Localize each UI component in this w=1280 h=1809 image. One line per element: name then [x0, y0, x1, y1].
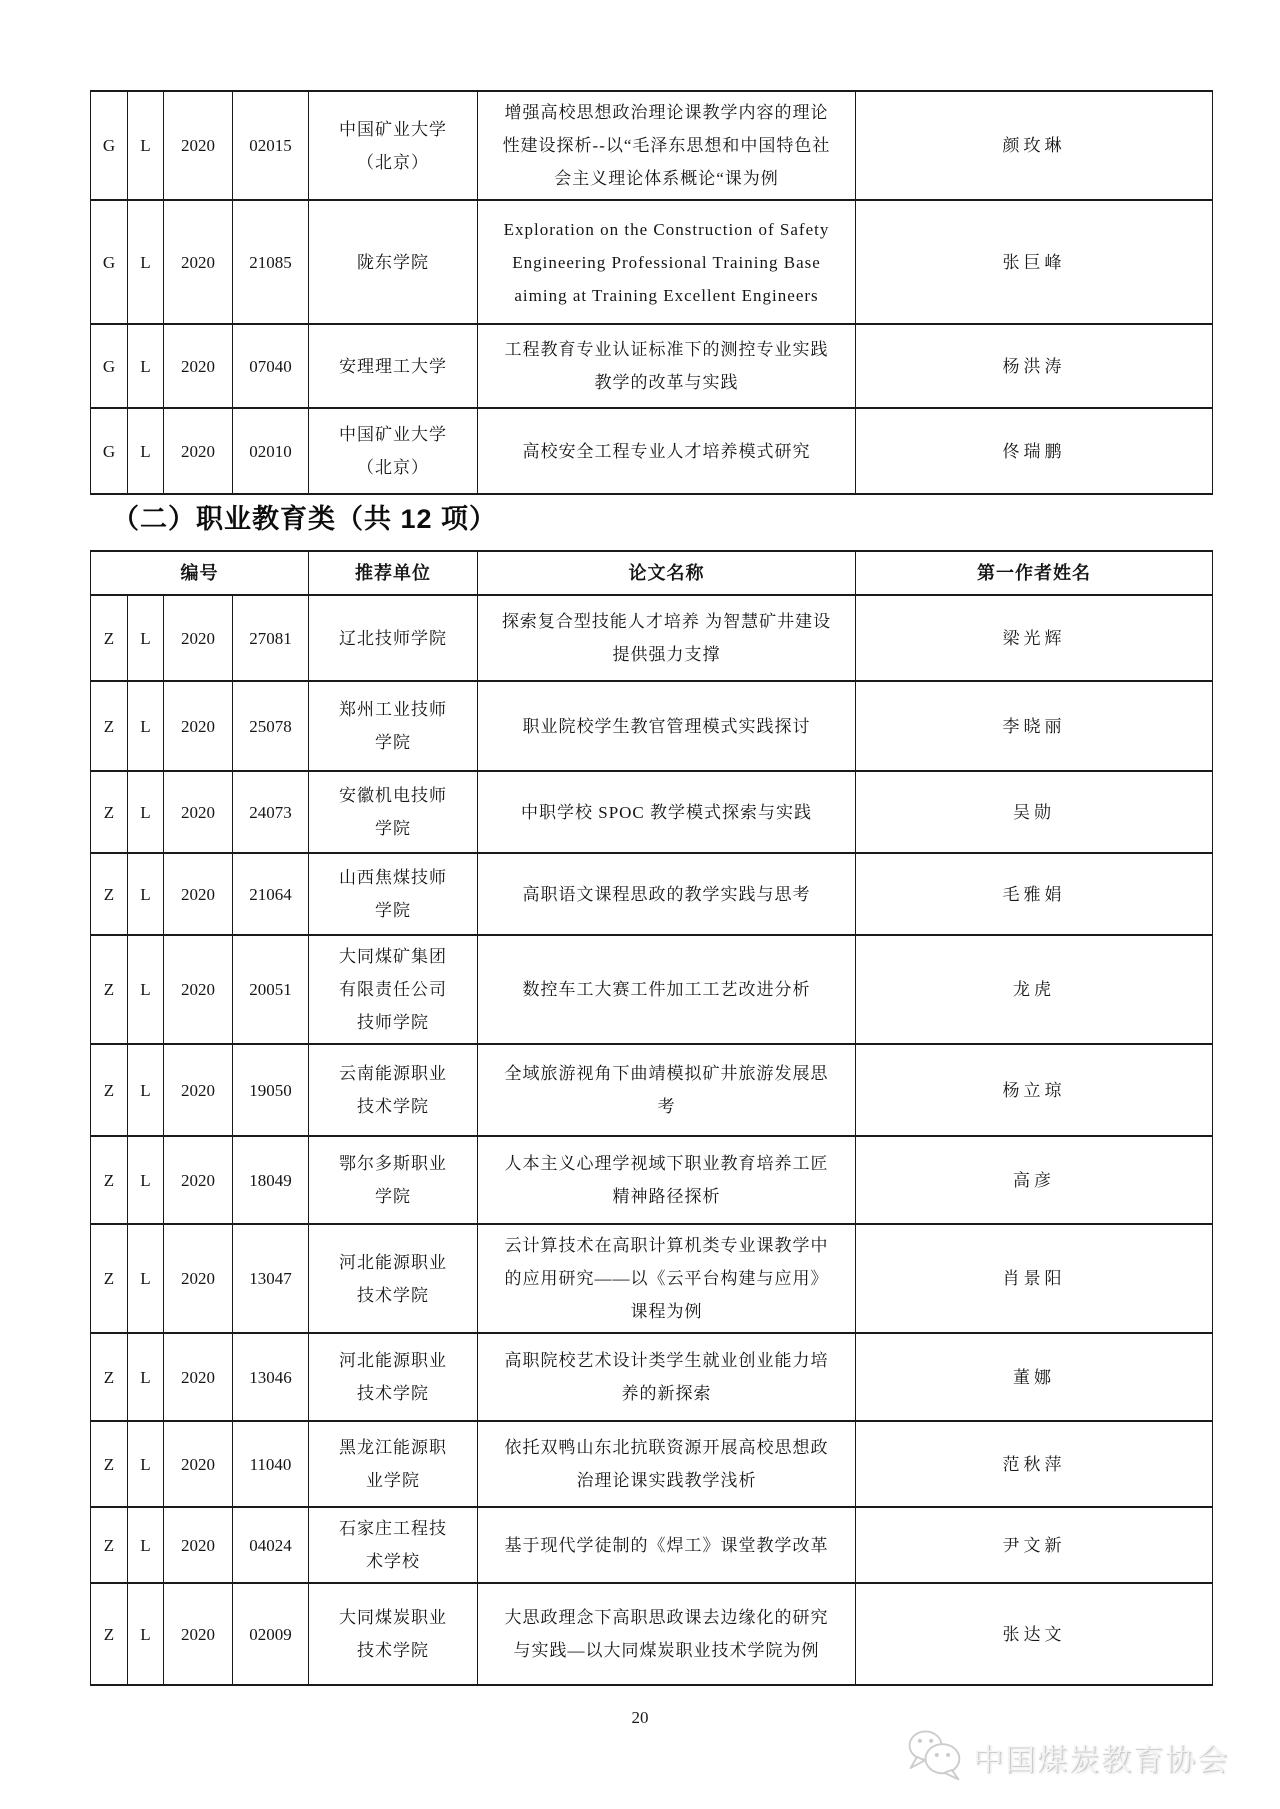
cell-author: 龙虎: [856, 935, 1213, 1044]
header-unit: 推荐单位: [309, 551, 478, 595]
cell-level: L: [128, 595, 164, 681]
cell-type: Z: [91, 853, 128, 935]
cell-year: 2020: [164, 408, 233, 494]
cell-paper-title: 云计算技术在高职计算机类专业课教学中的应用研究——以《云平台构建与应用》课程为例: [478, 1224, 856, 1333]
cell-code: 02009: [233, 1583, 309, 1685]
cell-unit: 中国矿业大学（北京）: [309, 408, 478, 494]
cell-year: 2020: [164, 1507, 233, 1583]
cell-type: Z: [91, 595, 128, 681]
cell-paper-title: 工程教育专业认证标准下的测控专业实践教学的改革与实践: [478, 324, 856, 408]
cell-level: L: [128, 91, 164, 200]
cell-type: G: [91, 408, 128, 494]
cell-unit: 辽北技师学院: [309, 595, 478, 681]
cell-type: G: [91, 324, 128, 408]
cell-code: 24073: [233, 771, 309, 853]
cell-code: 04024: [233, 1507, 309, 1583]
cell-code: 02010: [233, 408, 309, 494]
cell-author: 毛雅娟: [856, 853, 1213, 935]
cell-unit: 鄂尔多斯职业学院: [309, 1136, 478, 1224]
cell-year: 2020: [164, 1333, 233, 1421]
cell-author: 张达文: [856, 1583, 1213, 1685]
cell-year: 2020: [164, 200, 233, 324]
cell-type: Z: [91, 1044, 128, 1136]
cell-level: L: [128, 200, 164, 324]
cell-year: 2020: [164, 771, 233, 853]
header-code: 编号: [91, 551, 309, 595]
cell-unit: 大同煤炭职业技术学院: [309, 1583, 478, 1685]
table-row: [91, 853, 1213, 935]
wechat-icon: [903, 1726, 965, 1787]
cell-author: 肖景阳: [856, 1224, 1213, 1333]
cell-paper-title: 职业院校学生教官管理模式实践探讨: [478, 681, 856, 771]
table-row: [91, 1136, 1213, 1224]
cell-type: Z: [91, 1583, 128, 1685]
cell-type: Z: [91, 1333, 128, 1421]
header-paper-title: 论文名称: [478, 551, 856, 595]
cell-year: 2020: [164, 681, 233, 771]
cell-level: L: [128, 1136, 164, 1224]
cell-code: 13047: [233, 1224, 309, 1333]
cell-author: 李晓丽: [856, 681, 1213, 771]
table-row: [91, 935, 1213, 1044]
cell-paper-title: 依托双鸭山东北抗联资源开展高校思想政治理论课实践教学浅析: [478, 1421, 856, 1507]
cell-unit: 中国矿业大学（北京）: [309, 91, 478, 200]
cell-paper-title: Exploration on the Construction of Safety Engineering Professional Training Base aiming at Training Excellent Engineers: [478, 200, 856, 324]
higher-education-awards-table: [90, 90, 1213, 495]
table-row: [91, 408, 1213, 494]
cell-code: 27081: [233, 595, 309, 681]
cell-type: G: [91, 91, 128, 200]
cell-year: 2020: [164, 1583, 233, 1685]
cell-paper-title: 大思政理念下高职思政课去边缘化的研究与实践—以大同煤炭职业技术学院为例: [478, 1583, 856, 1685]
cell-level: L: [128, 1421, 164, 1507]
cell-code: 18049: [233, 1136, 309, 1224]
cell-type: Z: [91, 771, 128, 853]
cell-code: 11040: [233, 1421, 309, 1507]
cell-unit: 郑州工业技师学院: [309, 681, 478, 771]
cell-author: 吴勋: [856, 771, 1213, 853]
cell-year: 2020: [164, 1044, 233, 1136]
cell-type: Z: [91, 1507, 128, 1583]
cell-level: L: [128, 935, 164, 1044]
cell-level: L: [128, 324, 164, 408]
cell-unit: 河北能源职业技术学院: [309, 1224, 478, 1333]
cell-level: L: [128, 1333, 164, 1421]
cell-code: 07040: [233, 324, 309, 408]
cell-year: 2020: [164, 1136, 233, 1224]
cell-paper-title: 增强高校思想政治理论课教学内容的理论性建设探析--以“毛泽东思想和中国特色社会主义理论体系概论“课为例: [478, 91, 856, 200]
table-header-row: [91, 551, 1213, 595]
cell-unit: 安理理工大学: [309, 324, 478, 408]
cell-author: 尹文新: [856, 1507, 1213, 1583]
cell-level: L: [128, 681, 164, 771]
cell-year: 2020: [164, 935, 233, 1044]
cell-unit: 云南能源职业技术学院: [309, 1044, 478, 1136]
table-row: [91, 595, 1213, 681]
cell-type: G: [91, 200, 128, 324]
cell-paper-title: 探索复合型技能人才培养 为智慧矿井建设提供强力支撑: [478, 595, 856, 681]
cell-type: Z: [91, 935, 128, 1044]
vocational-education-awards-table: [90, 550, 1213, 1686]
cell-unit: 安徽机电技师学院: [309, 771, 478, 853]
table-row: [91, 1044, 1213, 1136]
cell-level: L: [128, 1224, 164, 1333]
cell-level: L: [128, 1044, 164, 1136]
cell-year: 2020: [164, 595, 233, 681]
cell-paper-title: 高职院校艺术设计类学生就业创业能力培养的新探索: [478, 1333, 856, 1421]
cell-year: 2020: [164, 1224, 233, 1333]
cell-year: 2020: [164, 91, 233, 200]
cell-level: L: [128, 408, 164, 494]
cell-author: 杨立琼: [856, 1044, 1213, 1136]
cell-paper-title: 高职语文课程思政的教学实践与思考: [478, 853, 856, 935]
cell-unit: 陇东学院: [309, 200, 478, 324]
cell-year: 2020: [164, 324, 233, 408]
cell-code: 13046: [233, 1333, 309, 1421]
cell-type: Z: [91, 681, 128, 771]
cell-type: Z: [91, 1421, 128, 1507]
cell-unit: 山西焦煤技师学院: [309, 853, 478, 935]
table-row: [91, 771, 1213, 853]
cell-unit: 石家庄工程技术学校: [309, 1507, 478, 1583]
header-author: 第一作者姓名: [856, 551, 1213, 595]
cell-paper-title: 数控车工大赛工件加工工艺改进分析: [478, 935, 856, 1044]
cell-unit: 河北能源职业技术学院: [309, 1333, 478, 1421]
watermark-text: 中国煤炭教育协会: [973, 1743, 1229, 1777]
table-row: [91, 1224, 1213, 1333]
table-row: [91, 200, 1213, 324]
cell-paper-title: 全域旅游视角下曲靖模拟矿井旅游发展思考: [478, 1044, 856, 1136]
cell-author: 梁光辉: [856, 595, 1213, 681]
cell-code: 19050: [233, 1044, 309, 1136]
cell-paper-title: 中职学校 SPOC 教学模式探索与实践: [478, 771, 856, 853]
cell-level: L: [128, 853, 164, 935]
cell-code: 21085: [233, 200, 309, 324]
cell-code: 02015: [233, 91, 309, 200]
cell-level: L: [128, 1583, 164, 1685]
cell-author: 高彦: [856, 1136, 1213, 1224]
table-row: [91, 1583, 1213, 1685]
table-row: [91, 91, 1213, 200]
cell-paper-title: 人本主义心理学视域下职业教育培养工匠精神路径探析: [478, 1136, 856, 1224]
table-row: [91, 681, 1213, 771]
cell-unit: 黑龙江能源职业学院: [309, 1421, 478, 1507]
table-row: [91, 1421, 1213, 1507]
table-row: [91, 1507, 1213, 1583]
cell-unit: 大同煤矿集团有限责任公司技师学院: [309, 935, 478, 1044]
table-row: [91, 1333, 1213, 1421]
cell-year: 2020: [164, 1421, 233, 1507]
cell-code: 21064: [233, 853, 309, 935]
cell-paper-title: 高校安全工程专业人才培养模式研究: [478, 408, 856, 494]
table-row: [91, 324, 1213, 408]
cell-level: L: [128, 771, 164, 853]
cell-author: 董娜: [856, 1333, 1213, 1421]
cell-type: Z: [91, 1224, 128, 1333]
cell-level: L: [128, 1507, 164, 1583]
cell-author: 张巨峰: [856, 200, 1213, 324]
cell-author: 佟瑞鹏: [856, 408, 1213, 494]
cell-author: 范秋萍: [856, 1421, 1213, 1507]
cell-type: Z: [91, 1136, 128, 1224]
cell-code: 20051: [233, 935, 309, 1044]
cell-code: 25078: [233, 681, 309, 771]
page-number: 20: [631, 1708, 649, 1727]
cell-year: 2020: [164, 853, 233, 935]
wechat-watermark: [903, 1726, 1229, 1787]
cell-paper-title: 基于现代学徒制的《焊工》课堂教学改革: [478, 1507, 856, 1583]
cell-author: 颜玫琳: [856, 91, 1213, 200]
section-heading: （二）职业教育类（共 12 项）: [112, 504, 498, 534]
cell-author: 杨洪涛: [856, 324, 1213, 408]
